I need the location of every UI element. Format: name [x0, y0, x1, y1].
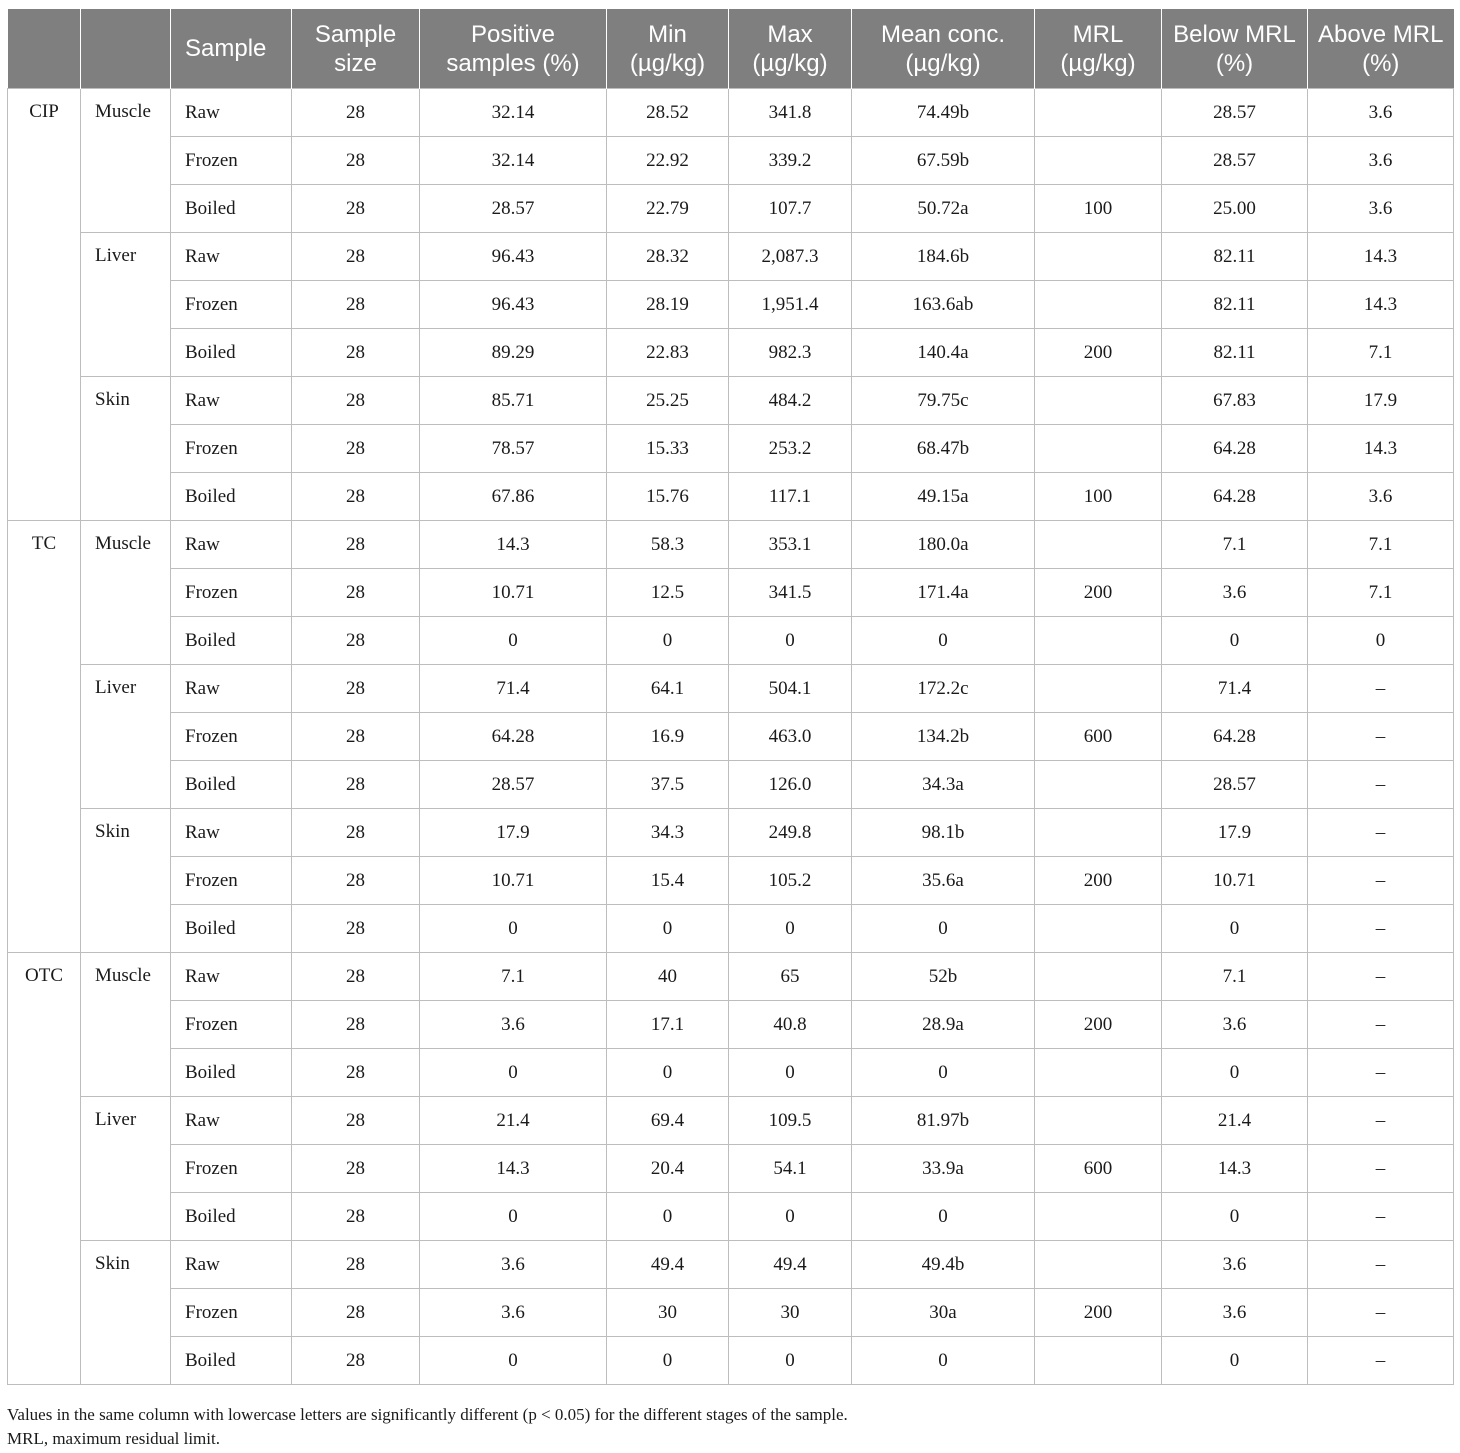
mrl-cell — [1035, 521, 1162, 569]
min-cell: 22.83 — [607, 329, 729, 377]
mean-cell: 171.4a — [852, 569, 1035, 617]
mrl-cell — [1035, 425, 1162, 473]
min-cell: 69.4 — [607, 1097, 729, 1145]
header-max: Max (µg/kg) — [729, 9, 852, 89]
positive-cell: 0 — [420, 1337, 607, 1385]
header-below-mrl: Below MRL (%) — [1162, 9, 1308, 89]
mrl-cell: 600 — [1035, 713, 1162, 761]
mrl-cell — [1035, 1241, 1162, 1289]
above-mrl-cell: – — [1308, 713, 1454, 761]
table-row — [8, 953, 1454, 1001]
below-mrl-cell: 0 — [1162, 905, 1308, 953]
below-mrl-cell: 0 — [1162, 617, 1308, 665]
stage-cell: Raw — [171, 665, 292, 713]
min-cell: 22.92 — [607, 137, 729, 185]
table-row — [8, 1337, 1454, 1385]
mean-cell: 74.49b — [852, 89, 1035, 137]
mrl-cell: 600 — [1035, 1145, 1162, 1193]
sample-size-cell: 28 — [292, 377, 420, 425]
stage-cell: Frozen — [171, 1001, 292, 1049]
stage-cell: Boiled — [171, 1337, 292, 1385]
stage-cell: Frozen — [171, 857, 292, 905]
max-cell: 339.2 — [729, 137, 852, 185]
max-cell: 0 — [729, 1049, 852, 1097]
positive-cell: 14.3 — [420, 521, 607, 569]
below-mrl-cell: 3.6 — [1162, 1289, 1308, 1337]
mrl-cell — [1035, 1097, 1162, 1145]
sample-size-cell: 28 — [292, 233, 420, 281]
table-row — [8, 137, 1454, 185]
sample-size-cell: 28 — [292, 761, 420, 809]
table-row — [8, 89, 1454, 137]
residue-table — [7, 9, 1454, 1385]
footnote-significance: Values in the same column with lowercase letters are significantly different (p < 0.05) for the different stages of the sample. — [7, 1405, 848, 1424]
max-cell: 341.8 — [729, 89, 852, 137]
max-cell: 1,951.4 — [729, 281, 852, 329]
above-mrl-cell: 14.3 — [1308, 233, 1454, 281]
stage-cell: Raw — [171, 377, 292, 425]
max-cell: 0 — [729, 905, 852, 953]
mean-cell: 180.0a — [852, 521, 1035, 569]
positive-cell: 17.9 — [420, 809, 607, 857]
min-cell: 0 — [607, 1049, 729, 1097]
table-row — [8, 569, 1454, 617]
above-mrl-cell: – — [1308, 1145, 1454, 1193]
stage-cell: Boiled — [171, 1193, 292, 1241]
sample-size-cell: 28 — [292, 185, 420, 233]
above-mrl-cell: – — [1308, 1337, 1454, 1385]
table-row — [8, 761, 1454, 809]
above-mrl-cell: – — [1308, 1049, 1454, 1097]
above-mrl-cell: – — [1308, 1289, 1454, 1337]
mrl-cell: 200 — [1035, 857, 1162, 905]
mean-cell: 134.2b — [852, 713, 1035, 761]
positive-cell: 0 — [420, 905, 607, 953]
sample-size-cell: 28 — [292, 329, 420, 377]
mean-cell: 68.47b — [852, 425, 1035, 473]
table-footnotes — [7, 1403, 1453, 1451]
below-mrl-cell: 25.00 — [1162, 185, 1308, 233]
positive-cell: 0 — [420, 617, 607, 665]
table-row — [8, 377, 1454, 425]
below-mrl-cell: 10.71 — [1162, 857, 1308, 905]
above-mrl-cell: 7.1 — [1308, 329, 1454, 377]
mean-cell: 33.9a — [852, 1145, 1035, 1193]
stage-cell: Boiled — [171, 617, 292, 665]
max-cell: 341.5 — [729, 569, 852, 617]
positive-cell: 10.71 — [420, 857, 607, 905]
below-mrl-cell: 0 — [1162, 1049, 1308, 1097]
stage-cell: Frozen — [171, 281, 292, 329]
above-mrl-cell: – — [1308, 665, 1454, 713]
above-mrl-cell: 17.9 — [1308, 377, 1454, 425]
mrl-cell: 200 — [1035, 329, 1162, 377]
max-cell: 0 — [729, 1337, 852, 1385]
above-mrl-cell: 14.3 — [1308, 425, 1454, 473]
max-cell: 463.0 — [729, 713, 852, 761]
positive-cell: 3.6 — [420, 1289, 607, 1337]
mrl-cell: 100 — [1035, 185, 1162, 233]
positive-cell: 14.3 — [420, 1145, 607, 1193]
table-row — [8, 521, 1454, 569]
mean-cell: 0 — [852, 905, 1035, 953]
max-cell: 107.7 — [729, 185, 852, 233]
below-mrl-cell: 82.11 — [1162, 329, 1308, 377]
mean-cell: 0 — [852, 1049, 1035, 1097]
header-mrl: MRL (µg/kg) — [1035, 9, 1162, 89]
max-cell: 253.2 — [729, 425, 852, 473]
tissue-cell: Muscle — [81, 89, 171, 233]
min-cell: 64.1 — [607, 665, 729, 713]
above-mrl-cell: – — [1308, 1193, 1454, 1241]
mrl-cell — [1035, 89, 1162, 137]
positive-cell: 0 — [420, 1049, 607, 1097]
min-cell: 0 — [607, 905, 729, 953]
min-cell: 28.19 — [607, 281, 729, 329]
mean-cell: 28.9a — [852, 1001, 1035, 1049]
above-mrl-cell: – — [1308, 857, 1454, 905]
sample-size-cell: 28 — [292, 569, 420, 617]
mrl-cell — [1035, 137, 1162, 185]
mean-cell: 163.6ab — [852, 281, 1035, 329]
stage-cell: Frozen — [171, 1145, 292, 1193]
mean-cell: 81.97b — [852, 1097, 1035, 1145]
max-cell: 49.4 — [729, 1241, 852, 1289]
min-cell: 40 — [607, 953, 729, 1001]
max-cell: 0 — [729, 617, 852, 665]
tissue-cell: Muscle — [81, 521, 171, 665]
mrl-cell: 200 — [1035, 569, 1162, 617]
table-row — [8, 1097, 1454, 1145]
below-mrl-cell: 28.57 — [1162, 761, 1308, 809]
header-min: Min (µg/kg) — [607, 9, 729, 89]
mean-cell: 52b — [852, 953, 1035, 1001]
above-mrl-cell: – — [1308, 1097, 1454, 1145]
stage-cell: Boiled — [171, 905, 292, 953]
min-cell: 28.52 — [607, 89, 729, 137]
below-mrl-cell: 64.28 — [1162, 473, 1308, 521]
below-mrl-cell: 3.6 — [1162, 1001, 1308, 1049]
mean-cell: 49.15a — [852, 473, 1035, 521]
table-row — [8, 1049, 1454, 1097]
mean-cell: 184.6b — [852, 233, 1035, 281]
mean-cell: 35.6a — [852, 857, 1035, 905]
sample-size-cell: 28 — [292, 1049, 420, 1097]
header-sample: Sample — [171, 9, 292, 89]
mean-cell: 34.3a — [852, 761, 1035, 809]
positive-cell: 10.71 — [420, 569, 607, 617]
drug-cell: OTC — [8, 953, 81, 1385]
below-mrl-cell: 3.6 — [1162, 569, 1308, 617]
min-cell: 17.1 — [607, 1001, 729, 1049]
positive-cell: 21.4 — [420, 1097, 607, 1145]
table-body — [8, 89, 1454, 1385]
above-mrl-cell: 14.3 — [1308, 281, 1454, 329]
sample-size-cell: 28 — [292, 1289, 420, 1337]
tissue-cell: Liver — [81, 665, 171, 809]
below-mrl-cell: 0 — [1162, 1193, 1308, 1241]
min-cell: 15.4 — [607, 857, 729, 905]
mean-cell: 140.4a — [852, 329, 1035, 377]
mean-cell: 79.75c — [852, 377, 1035, 425]
positive-cell: 7.1 — [420, 953, 607, 1001]
tissue-cell: Liver — [81, 233, 171, 377]
min-cell: 20.4 — [607, 1145, 729, 1193]
positive-cell: 32.14 — [420, 89, 607, 137]
below-mrl-cell: 7.1 — [1162, 521, 1308, 569]
max-cell: 982.3 — [729, 329, 852, 377]
max-cell: 484.2 — [729, 377, 852, 425]
below-mrl-cell: 71.4 — [1162, 665, 1308, 713]
above-mrl-cell: 3.6 — [1308, 137, 1454, 185]
positive-cell: 78.57 — [420, 425, 607, 473]
stage-cell: Raw — [171, 953, 292, 1001]
drug-cell: CIP — [8, 89, 81, 521]
positive-cell: 28.57 — [420, 761, 607, 809]
mrl-cell: 200 — [1035, 1289, 1162, 1337]
min-cell: 0 — [607, 1337, 729, 1385]
mrl-cell: 200 — [1035, 1001, 1162, 1049]
tissue-cell: Muscle — [81, 953, 171, 1097]
table-row — [8, 1145, 1454, 1193]
tissue-cell: Liver — [81, 1097, 171, 1241]
max-cell: 40.8 — [729, 1001, 852, 1049]
table-row — [8, 473, 1454, 521]
mean-cell: 98.1b — [852, 809, 1035, 857]
below-mrl-cell: 17.9 — [1162, 809, 1308, 857]
below-mrl-cell: 3.6 — [1162, 1241, 1308, 1289]
positive-cell: 67.86 — [420, 473, 607, 521]
mrl-cell — [1035, 905, 1162, 953]
positive-cell: 32.14 — [420, 137, 607, 185]
sample-size-cell: 28 — [292, 521, 420, 569]
table-row — [8, 1289, 1454, 1337]
table-row — [8, 329, 1454, 377]
max-cell: 109.5 — [729, 1097, 852, 1145]
stage-cell: Frozen — [171, 1289, 292, 1337]
max-cell: 353.1 — [729, 521, 852, 569]
min-cell: 0 — [607, 1193, 729, 1241]
below-mrl-cell: 0 — [1162, 1337, 1308, 1385]
stage-cell: Raw — [171, 1241, 292, 1289]
max-cell: 65 — [729, 953, 852, 1001]
mean-cell: 0 — [852, 1193, 1035, 1241]
above-mrl-cell: – — [1308, 1241, 1454, 1289]
max-cell: 54.1 — [729, 1145, 852, 1193]
below-mrl-cell: 64.28 — [1162, 425, 1308, 473]
drug-cell: TC — [8, 521, 81, 953]
mean-cell: 50.72a — [852, 185, 1035, 233]
table-row — [8, 857, 1454, 905]
stage-cell: Boiled — [171, 1049, 292, 1097]
max-cell: 126.0 — [729, 761, 852, 809]
stage-cell: Raw — [171, 89, 292, 137]
sample-size-cell: 28 — [292, 713, 420, 761]
below-mrl-cell: 28.57 — [1162, 89, 1308, 137]
min-cell: 49.4 — [607, 1241, 729, 1289]
max-cell: 0 — [729, 1193, 852, 1241]
mrl-cell — [1035, 953, 1162, 1001]
mrl-cell — [1035, 665, 1162, 713]
above-mrl-cell: – — [1308, 761, 1454, 809]
positive-cell: 3.6 — [420, 1001, 607, 1049]
mrl-cell — [1035, 281, 1162, 329]
min-cell: 16.9 — [607, 713, 729, 761]
positive-cell: 64.28 — [420, 713, 607, 761]
positive-cell: 28.57 — [420, 185, 607, 233]
max-cell: 504.1 — [729, 665, 852, 713]
mean-cell: 172.2c — [852, 665, 1035, 713]
sample-size-cell: 28 — [292, 1193, 420, 1241]
above-mrl-cell: 7.1 — [1308, 521, 1454, 569]
table-row — [8, 233, 1454, 281]
positive-cell: 85.71 — [420, 377, 607, 425]
mrl-cell — [1035, 377, 1162, 425]
sample-size-cell: 28 — [292, 473, 420, 521]
positive-cell: 89.29 — [420, 329, 607, 377]
table-row — [8, 809, 1454, 857]
stage-cell: Raw — [171, 1097, 292, 1145]
max-cell: 117.1 — [729, 473, 852, 521]
below-mrl-cell: 7.1 — [1162, 953, 1308, 1001]
sample-size-cell: 28 — [292, 1337, 420, 1385]
mean-cell: 0 — [852, 617, 1035, 665]
below-mrl-cell: 82.11 — [1162, 233, 1308, 281]
mean-cell: 0 — [852, 1337, 1035, 1385]
tissue-cell: Skin — [81, 809, 171, 953]
mrl-cell — [1035, 1337, 1162, 1385]
below-mrl-cell: 21.4 — [1162, 1097, 1308, 1145]
min-cell: 30 — [607, 1289, 729, 1337]
sample-size-cell: 28 — [292, 1241, 420, 1289]
stage-cell: Raw — [171, 809, 292, 857]
mrl-cell — [1035, 761, 1162, 809]
header-above-mrl: Above MRL (%) — [1308, 9, 1454, 89]
positive-cell: 3.6 — [420, 1241, 607, 1289]
header-positive: Positive samples (%) — [420, 9, 607, 89]
table-row — [8, 905, 1454, 953]
stage-cell: Boiled — [171, 761, 292, 809]
sample-size-cell: 28 — [292, 857, 420, 905]
table-row — [8, 185, 1454, 233]
stage-cell: Raw — [171, 521, 292, 569]
positive-cell: 0 — [420, 1193, 607, 1241]
min-cell: 0 — [607, 617, 729, 665]
mean-cell: 30a — [852, 1289, 1035, 1337]
mrl-cell — [1035, 617, 1162, 665]
tissue-cell: Skin — [81, 1241, 171, 1385]
above-mrl-cell: 3.6 — [1308, 89, 1454, 137]
header-sample-size: Sample size — [292, 9, 420, 89]
stage-cell: Frozen — [171, 425, 292, 473]
above-mrl-cell: 7.1 — [1308, 569, 1454, 617]
mean-cell: 67.59b — [852, 137, 1035, 185]
sample-size-cell: 28 — [292, 809, 420, 857]
header-row — [8, 9, 1454, 89]
max-cell: 249.8 — [729, 809, 852, 857]
min-cell: 37.5 — [607, 761, 729, 809]
positive-cell: 96.43 — [420, 281, 607, 329]
max-cell: 105.2 — [729, 857, 852, 905]
min-cell: 34.3 — [607, 809, 729, 857]
sample-size-cell: 28 — [292, 281, 420, 329]
min-cell: 28.32 — [607, 233, 729, 281]
stage-cell: Frozen — [171, 137, 292, 185]
table-row — [8, 425, 1454, 473]
sample-size-cell: 28 — [292, 617, 420, 665]
stage-cell: Boiled — [171, 329, 292, 377]
stage-cell: Frozen — [171, 569, 292, 617]
sample-size-cell: 28 — [292, 89, 420, 137]
sample-size-cell: 28 — [292, 137, 420, 185]
sample-size-cell: 28 — [292, 665, 420, 713]
stage-cell: Boiled — [171, 185, 292, 233]
mrl-cell — [1035, 1049, 1162, 1097]
min-cell: 15.33 — [607, 425, 729, 473]
below-mrl-cell: 67.83 — [1162, 377, 1308, 425]
mrl-cell — [1035, 233, 1162, 281]
sample-size-cell: 28 — [292, 905, 420, 953]
sample-size-cell: 28 — [292, 1097, 420, 1145]
above-mrl-cell: 0 — [1308, 617, 1454, 665]
table-row — [8, 617, 1454, 665]
above-mrl-cell: 3.6 — [1308, 185, 1454, 233]
stage-cell: Raw — [171, 233, 292, 281]
below-mrl-cell: 28.57 — [1162, 137, 1308, 185]
above-mrl-cell: – — [1308, 905, 1454, 953]
sample-size-cell: 28 — [292, 1145, 420, 1193]
table-row — [8, 1193, 1454, 1241]
min-cell: 15.76 — [607, 473, 729, 521]
mrl-cell — [1035, 1193, 1162, 1241]
sample-size-cell: 28 — [292, 953, 420, 1001]
table-row — [8, 1241, 1454, 1289]
max-cell: 2,087.3 — [729, 233, 852, 281]
header-mean: Mean conc. (µg/kg) — [852, 9, 1035, 89]
sample-size-cell: 28 — [292, 1001, 420, 1049]
table-row — [8, 1001, 1454, 1049]
below-mrl-cell: 14.3 — [1162, 1145, 1308, 1193]
max-cell: 30 — [729, 1289, 852, 1337]
table-row — [8, 281, 1454, 329]
stage-cell: Frozen — [171, 713, 292, 761]
above-mrl-cell: – — [1308, 1001, 1454, 1049]
above-mrl-cell: 3.6 — [1308, 473, 1454, 521]
stage-cell: Boiled — [171, 473, 292, 521]
min-cell: 58.3 — [607, 521, 729, 569]
tissue-cell: Skin — [81, 377, 171, 521]
below-mrl-cell: 64.28 — [1162, 713, 1308, 761]
sample-size-cell: 28 — [292, 425, 420, 473]
mean-cell: 49.4b — [852, 1241, 1035, 1289]
header-tissue — [81, 9, 171, 89]
footnote-mrl: MRL, maximum residual limit. — [7, 1429, 220, 1448]
positive-cell: 71.4 — [420, 665, 607, 713]
above-mrl-cell: – — [1308, 953, 1454, 1001]
min-cell: 25.25 — [607, 377, 729, 425]
below-mrl-cell: 82.11 — [1162, 281, 1308, 329]
header-drug — [8, 9, 81, 89]
positive-cell: 96.43 — [420, 233, 607, 281]
mrl-cell: 100 — [1035, 473, 1162, 521]
table-row — [8, 665, 1454, 713]
min-cell: 12.5 — [607, 569, 729, 617]
above-mrl-cell: – — [1308, 809, 1454, 857]
table-row — [8, 713, 1454, 761]
mrl-cell — [1035, 809, 1162, 857]
min-cell: 22.79 — [607, 185, 729, 233]
